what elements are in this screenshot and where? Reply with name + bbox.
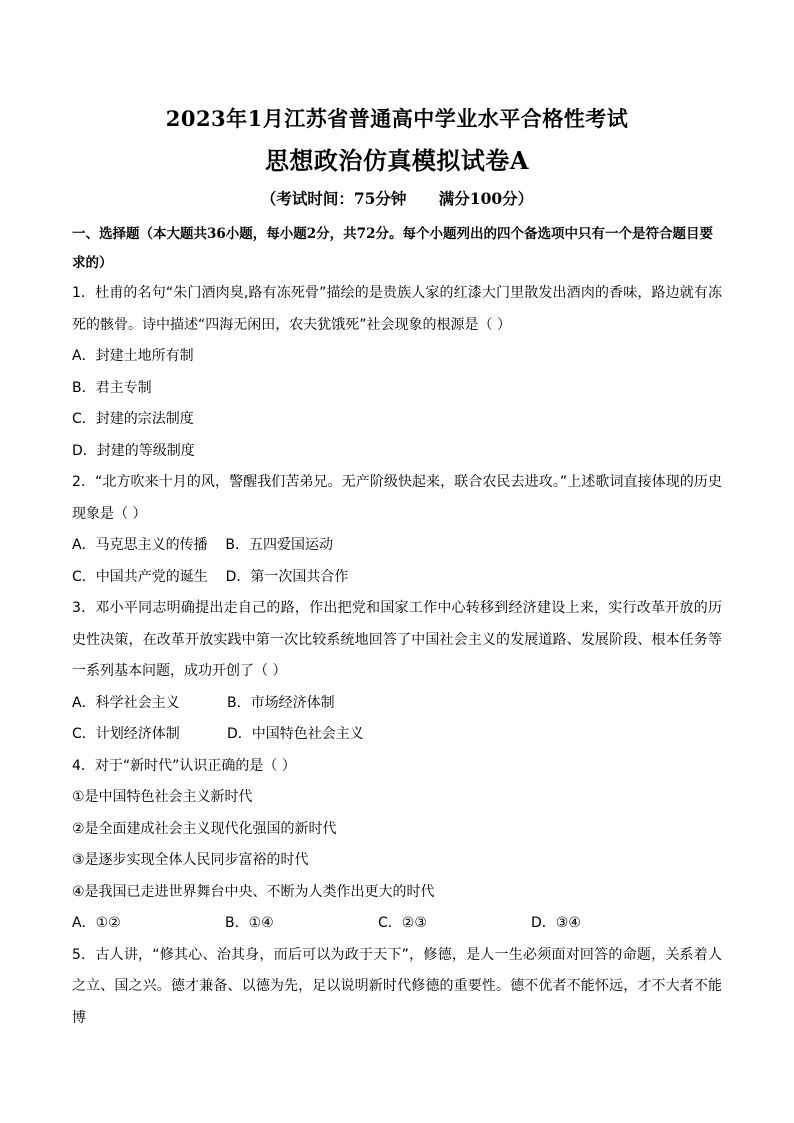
option-row-ab: A．马克思主义的传播 B．五四爱国运动 [72,537,333,553]
question-1 [72,278,722,467]
option-a: A．①② [72,915,121,931]
exam-time-score: （考试时间：75分钟 满分100分） [260,189,534,208]
statement-2: ②是全面建成社会主义现代化强国的新时代 [72,820,337,837]
question-3 [72,593,722,751]
question-stem: 5．古人讲，“修其心、治其身，而后可以为政于天下”，修德，是人一生必须面对回答的命题，关系着人之立、国之兴。德才兼备、以德为先，足以说明新时代修德的重要性。德不优者不能怀远，才不大者不能博 [72,946,722,1026]
question-5 [72,940,722,1035]
option-a: A．科学社会主义 [72,694,180,711]
option-d: D．封建的等级制度 [72,442,195,459]
question-2 [72,467,722,593]
option-b: B．①④ [225,915,274,931]
question-stem: 4．对于“新时代”认识正确的是（ ） [72,757,296,774]
question-stem: 3．邓小平同志明确提出走自己的路，作出把党和国家工作中心转移到经济建设上来，实行改革开放的历史性决策，在改革开放实践中第一次比较系统地回答了中国社会主义的发展道路、发展阶段、根本任务等一系列基本问题，成功开创了（ ） [72,600,722,679]
option-c: C．计划经济体制 [72,726,180,742]
option-b: B．君主专制 [72,379,152,396]
option-row [72,908,722,940]
statement-4: ④是我国已走进世界舞台中央、不断为人类作出更大的时代 [72,883,435,900]
option-row-cd [72,719,722,751]
option-row-ab [72,688,722,720]
option-a: A．封建土地所有制 [72,348,194,364]
exam-page [72,100,722,1034]
option-c: C．封建的宗法制度 [72,411,194,427]
question-stem: 1．杜甫的名句“朱门酒肉臭,路有冻死骨”描绘的是贵族人家的红漆大门里散发出酒肉的香味，路边就有冻死的骸骨。诗中描述“四海无闲田，农夫犹饿死”社会现象的根源是（ ） [72,285,722,333]
statement-3: ③是逐步实现全体人民同步富裕的时代 [72,852,309,868]
option-c: C．②③ [378,915,427,931]
question-stem: 2．“北方吹来十月的风，警醒我们苦弟兄。无产阶级快起来，联合农民去进攻。”上述歌词直接体现的历史现象是（ ） [72,474,722,522]
option-row-cd: C．中国共产党的诞生 D．第一次国共合作 [72,568,349,585]
option-d: D．③④ [531,915,581,931]
statement-1: ①是中国特色社会主义新时代 [72,789,253,805]
exam-title: 2023年1月江苏省普通高中学业水平合格性考试 [165,106,629,131]
option-b: B．市场经济体制 [227,694,335,711]
section-heading: 一、选择题（本大题共36小题，每小题2分，共72分。每个小题列出的四个备选项中只有一个是符合题目要求的） [72,226,713,271]
question-4 [72,751,722,940]
option-d: D．中国特色社会主义 [227,726,364,742]
paper-title: 思想政治仿真模拟试卷A [264,146,530,175]
